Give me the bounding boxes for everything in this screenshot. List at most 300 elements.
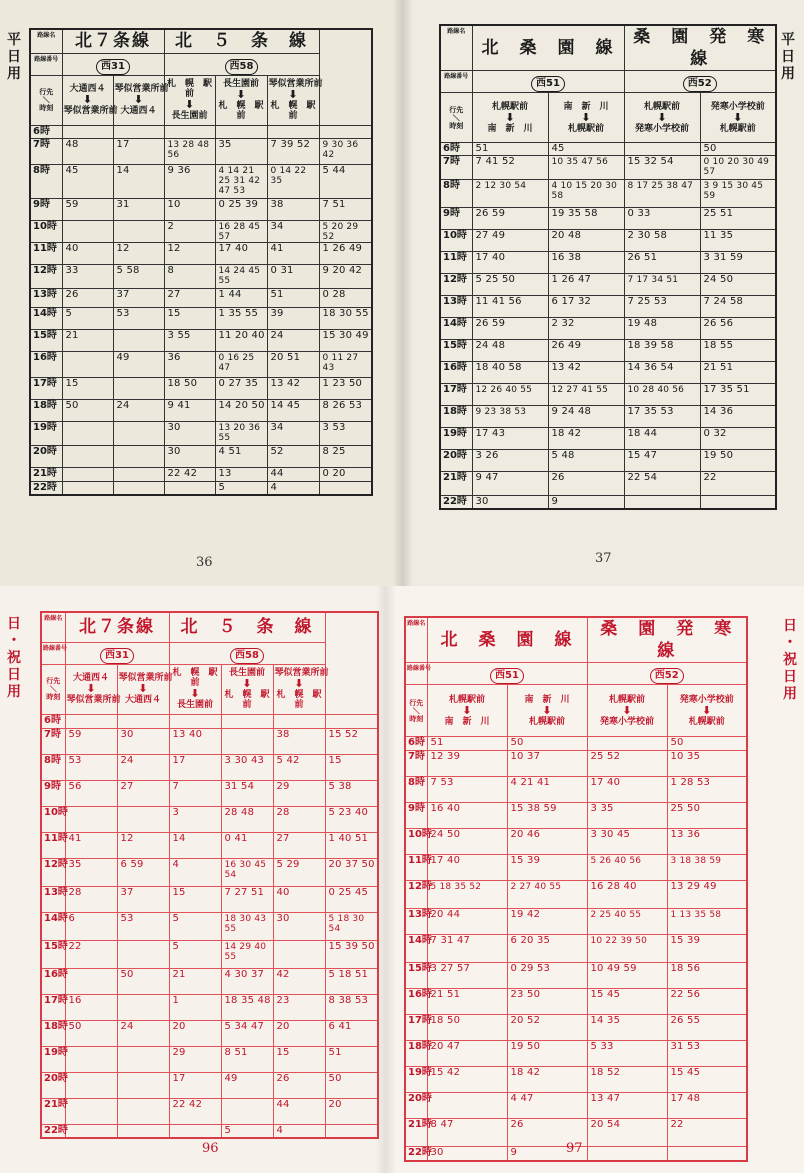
departure-minutes: 13 36 (667, 829, 747, 855)
departure-minutes: 14 (169, 832, 221, 858)
departure-minutes: 7 39 52 (267, 138, 319, 164)
departure-minutes: 9 20 42 (319, 264, 372, 288)
departure-minutes: 0 28 (319, 288, 372, 307)
departure-minutes (117, 714, 169, 728)
table-row (30, 164, 372, 198)
hour-cell: 7時 (41, 728, 65, 754)
hour-cell: 10時 (440, 230, 472, 252)
departure-minutes: 24 48 (472, 340, 548, 362)
departure-minutes: 17 40 (587, 777, 667, 803)
departure-minutes: 24 (113, 399, 164, 421)
destination-stop: 札幌駅前 (528, 716, 565, 727)
departure-minutes: 29 (169, 1046, 221, 1072)
destination-label: 行先 (46, 677, 61, 685)
departure-minutes: 25 52 (587, 751, 667, 777)
departure-minutes: 14 24 45 55 (215, 264, 267, 288)
hour-cell: 14時 (405, 935, 427, 963)
side-char: 平 (781, 32, 795, 48)
departure-minutes: 45 (62, 164, 113, 198)
departure-minutes: 25 50 (667, 803, 747, 829)
origin-stop: 長生園前 (222, 79, 259, 89)
destination-stop: 発寒小学校前 (634, 123, 689, 134)
departure-minutes: 50 (325, 1072, 378, 1098)
side-char: 日 (783, 618, 797, 634)
departure-minutes: 24 (267, 329, 319, 351)
departure-minutes (267, 125, 319, 138)
departure-minutes: 19 48 (624, 318, 700, 340)
departure-minutes: 15 (325, 754, 378, 780)
table-row (30, 264, 372, 288)
destination-stop: 長生園前 (176, 700, 213, 710)
departure-minutes: 5 25 50 (472, 274, 548, 296)
departure-minutes (113, 467, 164, 481)
origin-stop: 琴似営業所前 (274, 668, 329, 678)
destination-stop: 札 幌 駅 前 (276, 690, 331, 710)
departure-minutes: 13 20 36 55 (215, 421, 267, 445)
departure-minutes (427, 1093, 507, 1119)
origin-stop: 発寒小学校前 (710, 101, 765, 112)
departure-minutes: 14 36 (700, 406, 776, 428)
hour-cell: 7時 (405, 751, 427, 777)
departure-minutes (164, 481, 215, 495)
timetable-page-37 (403, 0, 804, 586)
hour-cell: 8時 (41, 754, 65, 780)
departure-minutes: 18 50 (427, 1015, 507, 1041)
table-row (440, 230, 776, 252)
departure-minutes: 2 32 (548, 318, 624, 340)
departure-minutes (65, 806, 117, 832)
departure-minutes: 17 43 (472, 428, 548, 450)
hour-cell: 16時 (405, 989, 427, 1015)
departure-minutes: 3 53 (319, 421, 372, 445)
line-name-2: 桑 園 発 寒 線 (587, 617, 747, 663)
arrow-down-icon: ⬇ (657, 110, 667, 124)
direction-header (113, 75, 169, 125)
departure-minutes: 0 11 27 43 (319, 351, 372, 377)
table-row (405, 963, 747, 989)
departure-minutes: 22 (700, 472, 776, 496)
hour-cell: 15時 (405, 963, 427, 989)
departure-minutes: 15 39 (507, 855, 587, 881)
origin-stop: 札幌駅前 (608, 694, 645, 705)
departure-minutes: 22 54 (624, 472, 700, 496)
hour-cell: 8時 (30, 164, 62, 198)
departure-minutes: 5 18 51 (325, 968, 378, 994)
departure-minutes (65, 1124, 117, 1138)
origin-stop: 札 幌 駅 前 (166, 79, 222, 99)
hour-cell: 9時 (440, 208, 472, 230)
table-row (41, 858, 378, 886)
departure-minutes (700, 496, 776, 510)
hour-cell: 9時 (30, 198, 62, 220)
departure-minutes: 5 (62, 307, 113, 329)
departure-minutes (117, 1072, 169, 1098)
departure-minutes: 21 (169, 968, 221, 994)
departure-minutes: 8 25 (319, 445, 372, 467)
origin-stop: 琴似営業所前 (118, 673, 173, 683)
hour-cell: 15時 (440, 340, 472, 362)
hour-cell: 18時 (405, 1041, 427, 1067)
departure-minutes: 10 37 (507, 751, 587, 777)
departure-minutes: 0 33 (624, 208, 700, 230)
arrow-down-icon: ⬇ (542, 703, 552, 717)
departure-minutes: 20 (273, 1020, 325, 1046)
departure-minutes: 16 28 40 (587, 881, 667, 909)
origin-stop: 札幌駅前 (643, 101, 680, 112)
departure-minutes: 9 36 (164, 164, 215, 198)
table-row (30, 125, 372, 138)
hour-cell: 8時 (405, 777, 427, 803)
departure-minutes: 4 21 41 (507, 777, 587, 803)
direction-header (472, 93, 548, 143)
side-char: 日 (783, 669, 797, 685)
departure-minutes: 0 16 25 47 (215, 351, 267, 377)
departure-minutes: 17 (169, 1072, 221, 1098)
departure-minutes: 1 28 53 (667, 777, 747, 803)
table-row (41, 714, 378, 728)
departure-minutes: 17 48 (667, 1093, 747, 1119)
table-row (440, 318, 776, 340)
departure-minutes: 13 47 (587, 1093, 667, 1119)
page-number: 97 (566, 1141, 583, 1156)
departure-minutes: 5 33 (587, 1041, 667, 1067)
table-row (30, 351, 372, 377)
departure-minutes: 12 (117, 832, 169, 858)
departure-minutes: 27 (273, 832, 325, 858)
departure-minutes: 6 41 (325, 1020, 378, 1046)
table-row (30, 445, 372, 467)
departure-minutes: 5 34 47 (221, 1020, 273, 1046)
departure-minutes: 9 41 (164, 399, 215, 421)
departure-minutes: 5 58 (113, 264, 164, 288)
time-label: 時刻 (39, 104, 54, 112)
departure-minutes: 8 47 (427, 1119, 507, 1147)
departure-minutes: 10 28 40 56 (624, 384, 700, 406)
timetable-table (439, 24, 786, 510)
table-row (30, 198, 372, 220)
departure-minutes: 26 59 (472, 318, 548, 340)
departure-minutes: 3 30 45 (587, 829, 667, 855)
departure-minutes: 30 (117, 728, 169, 754)
departure-minutes: 16 (65, 994, 117, 1020)
departure-minutes: 12 39 (427, 751, 507, 777)
departure-minutes (62, 481, 113, 495)
table-row (30, 138, 372, 164)
departure-minutes: 8 (164, 264, 215, 288)
page-number: 36 (196, 555, 213, 570)
arrow-down-icon: ⬇ (86, 682, 96, 695)
arrow-down-icon: ⬇ (184, 98, 195, 111)
departure-minutes: 5 48 (548, 450, 624, 472)
table-row (405, 737, 747, 751)
departure-minutes: 22 42 (164, 467, 215, 481)
departure-minutes: 14 35 (587, 1015, 667, 1041)
table-row (405, 909, 747, 935)
departure-minutes: 7 41 52 (472, 156, 548, 180)
hour-cell: 19時 (41, 1046, 65, 1072)
departure-minutes: 7 24 58 (700, 296, 776, 318)
departure-minutes: 9 30 36 42 (319, 138, 372, 164)
hour-cell: 17時 (405, 1015, 427, 1041)
departure-minutes: 15 39 (667, 935, 747, 963)
destination-stop: 札 幌 駅 前 (270, 101, 325, 121)
departure-minutes: 5 26 40 56 (587, 855, 667, 881)
departure-minutes (62, 351, 113, 377)
line-name-label: 路線名 (41, 612, 65, 642)
departure-minutes: 14 29 40 55 (221, 940, 273, 968)
departure-minutes: 4 47 (507, 1093, 587, 1119)
hour-cell: 14時 (440, 318, 472, 340)
hour-cell: 11時 (41, 832, 65, 858)
departure-minutes: 51 (267, 288, 319, 307)
departure-minutes: 2 12 30 54 (472, 180, 548, 208)
departure-minutes: 14 20 50 (215, 399, 267, 421)
table-row (30, 377, 372, 399)
hour-cell: 14時 (30, 307, 62, 329)
departure-minutes: 8 51 (221, 1046, 273, 1072)
departure-minutes: 26 (273, 1072, 325, 1098)
departure-minutes: 53 (117, 912, 169, 940)
departure-minutes: 50 (65, 1020, 117, 1046)
arrow-down-icon: ⬇ (702, 703, 712, 717)
route-number-label: 路線番号 (41, 642, 65, 664)
departure-minutes (113, 481, 164, 495)
departure-minutes: 5 (215, 481, 267, 495)
departure-minutes: 3 18 38 59 (667, 855, 747, 881)
route-number-badge: 西31 (100, 648, 134, 664)
table-row (405, 777, 747, 803)
destination-stop: 札幌駅前 (719, 123, 756, 134)
line-name-2: 北 ５ 条 線 (164, 29, 319, 53)
departure-minutes: 0 41 (221, 832, 273, 858)
hour-cell: 9時 (405, 803, 427, 829)
arrow-down-icon: ⬇ (505, 110, 515, 124)
departure-minutes: 5 44 (319, 164, 372, 198)
hour-cell: 12時 (30, 264, 62, 288)
departure-minutes: 45 (548, 143, 624, 156)
departure-minutes: 5 23 40 (325, 806, 378, 832)
departure-minutes: 19 35 58 (548, 208, 624, 230)
hour-cell: 19時 (440, 428, 472, 450)
destination-stop: 札 幌 駅 前 (218, 101, 273, 121)
hour-cell: 6時 (440, 143, 472, 156)
departure-minutes: 5 42 (273, 754, 325, 780)
departure-minutes: 17 35 53 (624, 406, 700, 428)
table-row (440, 274, 776, 296)
departure-minutes: 15 47 (624, 450, 700, 472)
departure-minutes: 15 45 (587, 989, 667, 1015)
hour-cell: 13時 (440, 296, 472, 318)
line-name-1: 北７条線 (62, 29, 164, 53)
hour-cell: 11時 (30, 242, 62, 264)
departure-minutes: 27 (164, 288, 215, 307)
departure-minutes: 44 (273, 1098, 325, 1124)
departure-minutes: 49 (221, 1072, 273, 1098)
table-row (41, 1072, 378, 1098)
departure-minutes (215, 125, 267, 138)
side-char: 用 (7, 66, 21, 82)
departure-minutes: 48 (62, 138, 113, 164)
departure-minutes: 20 47 (427, 1041, 507, 1067)
departure-minutes: 3 30 43 (221, 754, 273, 780)
hour-cell: 8時 (440, 180, 472, 208)
hour-cell: 20時 (41, 1072, 65, 1098)
departure-minutes: 16 30 45 54 (221, 858, 273, 886)
departure-minutes: 0 14 22 35 (267, 164, 319, 198)
departure-minutes: 8 17 25 38 47 (624, 180, 700, 208)
departure-minutes: 9 23 38 53 (472, 406, 548, 428)
departure-minutes: 34 (267, 220, 319, 242)
destination-label: 行先 (409, 698, 424, 707)
departure-minutes: 0 10 20 30 49 57 (700, 156, 776, 180)
departure-minutes: 12 (113, 242, 164, 264)
departure-minutes: 4 51 (215, 445, 267, 467)
departure-minutes: 50 (117, 968, 169, 994)
departure-minutes: 8 38 53 (325, 994, 378, 1020)
departure-minutes: 6 20 35 (507, 935, 587, 963)
route-number-cell (164, 53, 319, 75)
departure-minutes: 1 26 47 (548, 274, 624, 296)
departure-minutes: 9 24 48 (548, 406, 624, 428)
departure-minutes (587, 737, 667, 751)
table-row (41, 968, 378, 994)
departure-minutes: 11 20 40 (215, 329, 267, 351)
departure-minutes: 22 (65, 940, 117, 968)
departure-minutes: 11 35 (700, 230, 776, 252)
departure-minutes (325, 714, 378, 728)
departure-minutes: 37 (113, 288, 164, 307)
departure-minutes: 4 (169, 858, 221, 886)
route-number-badge: 西52 (650, 668, 684, 684)
departure-minutes: 33 (62, 264, 113, 288)
origin-stop: 南 新 川 (563, 101, 609, 112)
departure-minutes: 3 27 57 (427, 963, 507, 989)
table-row (30, 220, 372, 242)
departure-minutes: 27 (117, 780, 169, 806)
departure-minutes: 28 (65, 886, 117, 912)
departure-minutes (221, 728, 273, 754)
departure-minutes: 19 50 (700, 450, 776, 472)
departure-minutes: 28 48 (221, 806, 273, 832)
direction-header (164, 75, 222, 125)
departure-minutes: 41 (65, 832, 117, 858)
departure-minutes: 26 (548, 472, 624, 496)
departure-minutes: 4 (267, 481, 319, 495)
destination-stop: 札幌駅前 (567, 123, 604, 134)
hour-cell: 19時 (405, 1067, 427, 1093)
line-name-label: 路線名 (405, 617, 427, 663)
direction-arrow-icon: ＼ (42, 96, 50, 104)
hour-cell: 6時 (405, 737, 427, 751)
hour-cell: 20時 (440, 450, 472, 472)
departure-minutes: 14 45 (267, 399, 319, 421)
departure-minutes: 3 (169, 806, 221, 832)
hour-cell: 13時 (41, 886, 65, 912)
table-row (405, 829, 747, 855)
hour-cell: 22時 (41, 1124, 65, 1138)
table-row (440, 450, 776, 472)
departure-minutes: 7 (169, 780, 221, 806)
departure-minutes: 2 30 58 (624, 230, 700, 252)
departure-minutes (65, 1046, 117, 1072)
departure-minutes: 18 50 (164, 377, 215, 399)
departure-minutes: 37 (117, 886, 169, 912)
departure-minutes: 3 35 (587, 803, 667, 829)
departure-minutes: 27 49 (472, 230, 548, 252)
departure-minutes: 6 17 32 (548, 296, 624, 318)
departure-minutes: 21 51 (700, 362, 776, 384)
hour-cell: 10時 (405, 829, 427, 855)
hour-cell: 7時 (30, 138, 62, 164)
departure-minutes: 4 30 37 (221, 968, 273, 994)
departure-minutes: 13 29 49 (667, 881, 747, 909)
departure-minutes: 23 50 (507, 989, 587, 1015)
departure-minutes: 0 31 (267, 264, 319, 288)
direction-header (700, 93, 776, 143)
departure-minutes: 7 27 51 (221, 886, 273, 912)
departure-minutes: 15 52 (325, 728, 378, 754)
side-char: 平 (7, 32, 21, 48)
line-name-1: 北 桑 園 線 (472, 25, 624, 71)
departure-minutes: 24 (117, 1020, 169, 1046)
timetable-page-36 (0, 0, 403, 586)
departure-minutes (117, 1046, 169, 1072)
departure-minutes: 17 40 (215, 242, 267, 264)
direction-header (267, 75, 325, 125)
departure-minutes: 18 40 58 (472, 362, 548, 384)
departure-minutes: 15 39 50 (325, 940, 378, 968)
origin-stop: 札幌駅前 (491, 101, 528, 112)
departure-minutes: 1 13 35 58 (667, 909, 747, 935)
departure-minutes: 8 26 53 (319, 399, 372, 421)
destination-stop: 南 新 川 (487, 123, 533, 134)
origin-stop: 琴似営業所前 (268, 79, 323, 89)
route-number-cell (62, 53, 164, 75)
departure-minutes: 15 30 49 (319, 329, 372, 351)
hour-cell: 18時 (440, 406, 472, 428)
departure-minutes: 49 (113, 351, 164, 377)
departure-minutes: 24 50 (700, 274, 776, 296)
departure-minutes (117, 994, 169, 1020)
side-char: ・ (783, 635, 797, 651)
departure-minutes: 18 44 (624, 428, 700, 450)
hour-cell: 21時 (41, 1098, 65, 1124)
hour-cell: 13時 (405, 909, 427, 935)
direction-header (548, 93, 624, 143)
departure-minutes (624, 143, 700, 156)
departure-minutes: 13 42 (267, 377, 319, 399)
hour-cell: 11時 (440, 252, 472, 274)
hour-cell: 20時 (405, 1093, 427, 1119)
destination-label: 行先 (39, 88, 54, 96)
hour-cell: 16時 (440, 362, 472, 384)
side-char: 祝 (7, 650, 21, 666)
direction-header (215, 75, 273, 125)
table-row (41, 1124, 378, 1138)
table-row (30, 467, 372, 481)
direction-header (667, 685, 747, 737)
destination-stop: 発寒小学校前 (599, 716, 654, 727)
table-row (41, 1098, 378, 1124)
departure-minutes: 7 53 (427, 777, 507, 803)
departure-minutes: 50 (667, 737, 747, 751)
departure-minutes (169, 714, 221, 728)
weekday-side-label (6, 32, 22, 83)
direction-header (117, 664, 173, 714)
direction-arrow-icon: ＼ (412, 706, 420, 715)
destination-stop: 札 幌 駅 前 (224, 690, 279, 710)
departure-minutes: 30 (427, 1147, 507, 1161)
